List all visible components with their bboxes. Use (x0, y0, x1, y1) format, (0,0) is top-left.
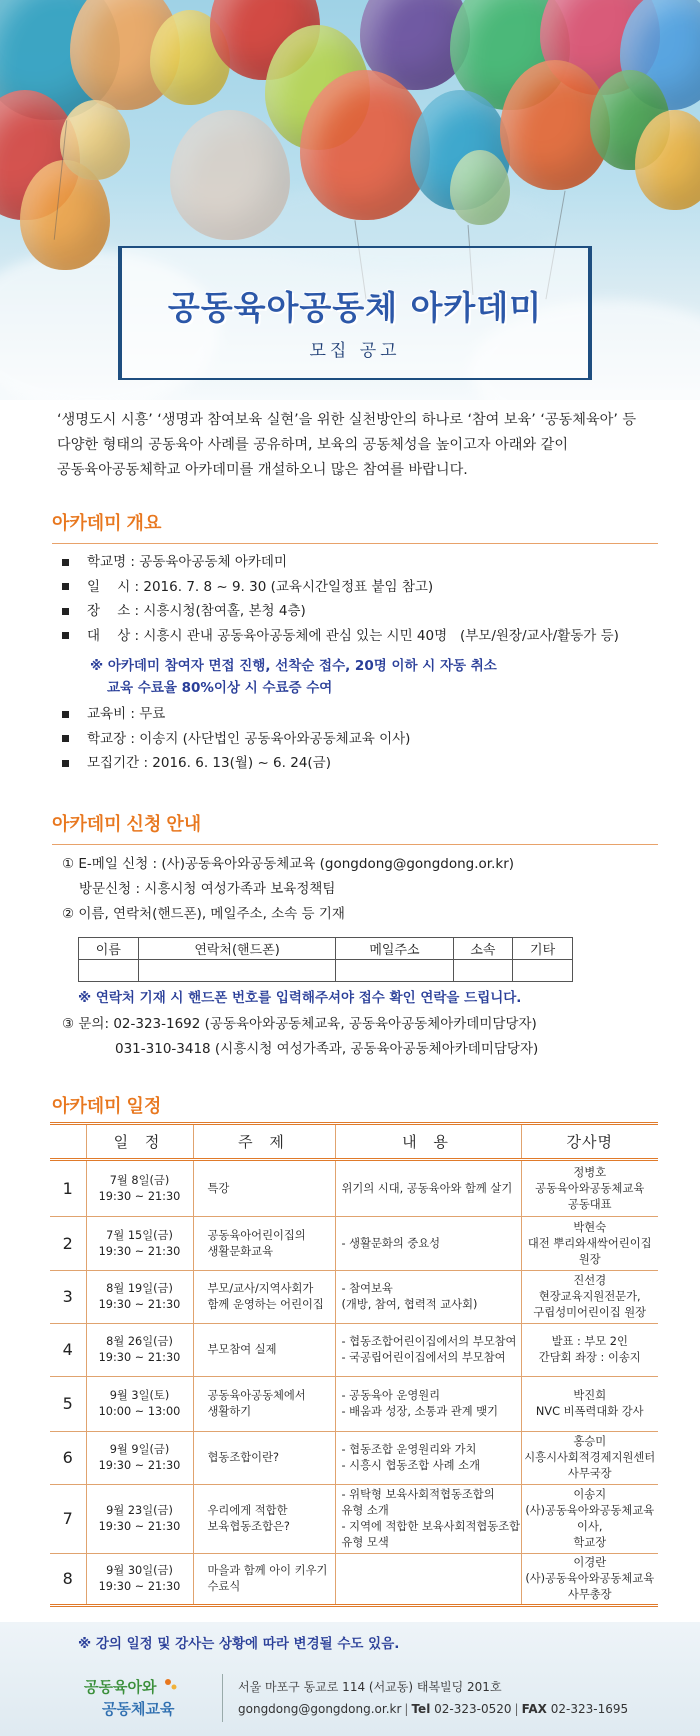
schedule-topic: 마을과 함께 아이 키우기 수료식 (193, 1554, 335, 1606)
schedule-number: 4 (50, 1324, 86, 1377)
apply-instructions (62, 852, 662, 927)
schedule-header-cell (50, 1124, 86, 1160)
apply-email-line: ① E-메일 신청 : (사)공동육아와공동체교육 (gongdong@gongdong.or.kr) (62, 856, 515, 872)
contact-line-2: 031-310-3418 (시흥시청 여성가족과, 공동육아공동체아카데미담당자) (115, 1041, 539, 1057)
schedule-date: 7월 8일(금) 19:30 ~ 21:30 (86, 1160, 193, 1217)
overview-list (62, 550, 672, 648)
schedule-content: - 참여보육 (개방, 참여, 협력적 교사회) (335, 1271, 521, 1324)
schedule-content: - 협동조합어린이집에서의 부모참여 - 국공립어린이집에서의 부모참여 (335, 1324, 521, 1377)
schedule-content (335, 1554, 521, 1606)
schedule-header-cell: 강사명 (521, 1124, 658, 1160)
list-item: 학교장 : 이송지 (사단법인 공동육아와공동체교육 이사) (62, 727, 672, 752)
form-header-cell: 소속 (453, 938, 513, 960)
bullet-icon (62, 735, 69, 742)
page-title: 공동육아공동체 아카데미 (167, 288, 543, 327)
schedule-header-cell: 주 제 (193, 1124, 335, 1160)
apply-note: ※ 연락처 기재 시 핸드폰 번호를 입력해주셔야 접수 확인 연락을 드립니다. (78, 990, 522, 1006)
list-item: 대 상 : 시흥시 관내 공동육아공동체에 관심 있는 시민 40명 (부모/원장/교사/활동가 등) (62, 624, 672, 649)
schedule-number: 7 (50, 1485, 86, 1554)
schedule-topic: 우리에게 적합한 보육협동조합은? (193, 1485, 335, 1554)
form-header-cell: 메일주소 (336, 938, 453, 960)
svg-text:공동육아와: 공동육아와 (84, 1678, 157, 1696)
organization-logo (80, 1672, 190, 1722)
contact-info (62, 1012, 662, 1062)
schedule-date: 9월 9일(금) 19:30 ~ 21:30 (86, 1432, 193, 1485)
intro-line: ‘생명도시 시흥’ ‘생명과 참여보육 실현’을 위한 실천방안의 하나로 ‘참여 보육’ ‘공동체육아’ 등 (57, 412, 637, 428)
list-item: 교육비 : 무료 (62, 702, 672, 727)
intro-line: 다양한 형태의 공동육아 사례를 공유하며, 보육의 공동체성을 높이고자 아래와 같이 (57, 437, 569, 453)
schedule-content: 위기의 시대, 공동육아와 함께 살기 (335, 1160, 521, 1217)
contact-line: gongdong@gongdong.or.kr | Tel 02-323-0520 | FAX 02-323-1695 (238, 1702, 629, 1716)
schedule-number: 6 (50, 1432, 86, 1485)
list-item: 장 소 : 시흥시청(참여홀, 본청 4층) (62, 599, 672, 624)
schedule-row (50, 1377, 658, 1432)
schedule-number: 8 (50, 1554, 86, 1606)
list-item: 모집기간 : 2016. 6. 13(월) ~ 6. 24(금) (62, 751, 672, 776)
schedule-footnote: ※ 강의 일정 및 강사는 상황에 따라 변경될 수도 있음. (78, 1636, 400, 1652)
bullet-icon (62, 711, 69, 718)
page-subtitle: 모집 공고 (309, 341, 401, 361)
form-header-cell: 기타 (513, 938, 573, 960)
contact-line-1: ③ 문의: 02-323-1692 (공동육아와공동체교육, 공동육아공동체아카데미담당자) (62, 1016, 537, 1032)
schedule-topic: 부모/교사/지역사회가 함께 운영하는 어린이집 (193, 1271, 335, 1324)
schedule-speaker: 이송지 (사)공동육아와공동체교육 이사, 학교장 (521, 1485, 658, 1554)
schedule-table (50, 1122, 658, 1607)
bullet-icon (62, 760, 69, 767)
bullet-icon (62, 608, 69, 615)
schedule-header-cell: 내 용 (335, 1124, 521, 1160)
bullet-icon (62, 559, 69, 566)
application-form-table (78, 937, 573, 982)
footer-tel: 02-323-0520 (434, 1702, 512, 1716)
apply-fields-line: ② 이름, 연락처(핸드폰), 메일주소, 소속 등 기재 (62, 906, 345, 922)
list-item: 학교명 : 공동육아공동체 아카데미 (62, 550, 672, 575)
schedule-number: 3 (50, 1271, 86, 1324)
schedule-speaker: 발표 : 부모 2인 간담회 좌장 : 이송지 (521, 1324, 658, 1377)
schedule-content: - 위탁형 보육사회적협동조합의 유형 소개 - 지역에 적합한 보육사회적협동조합 유형 모색 (335, 1485, 521, 1554)
schedule-date: 8월 26일(금) 19:30 ~ 21:30 (86, 1324, 193, 1377)
overview-note: ※ 아카데미 참여자 면접 진행, 선착순 접수, 20명 이하 시 자동 취소 교육 수료율 80%이상 시 수료증 수여 (90, 658, 497, 696)
form-cell (513, 960, 573, 982)
schedule-row (50, 1432, 658, 1485)
schedule-topic: 공동육아공동체에서 생활하기 (193, 1377, 335, 1432)
list-item: 일 시 : 2016. 7. 8 ~ 9. 30 (교육시간일정표 붙임 참고) (62, 575, 672, 600)
schedule-topic: 협동조합이란? (193, 1432, 335, 1485)
schedule-number: 1 (50, 1160, 86, 1217)
bullet-icon (62, 583, 69, 590)
bullet-icon (62, 632, 69, 639)
schedule-speaker: 진선경 현장교육지원전문가, 구립성미어린이집 원장 (521, 1271, 658, 1324)
schedule-speaker: 박진희 NVC 비폭력대화 강사 (521, 1377, 658, 1432)
schedule-number: 2 (50, 1217, 86, 1271)
schedule-row (50, 1271, 658, 1324)
schedule-date: 9월 3일(토) 10:00 ~ 13:00 (86, 1377, 193, 1432)
schedule-date: 8월 19일(금) 19:30 ~ 21:30 (86, 1271, 193, 1324)
footer-address (238, 1676, 628, 1720)
footer-fax: 02-323-1695 (550, 1702, 629, 1716)
schedule-date: 9월 23일(금) 19:30 ~ 21:30 (86, 1485, 193, 1554)
schedule-row (50, 1554, 658, 1606)
form-cell (79, 960, 139, 982)
schedule-header-cell: 일 정 (86, 1124, 193, 1160)
title-frame (118, 246, 592, 380)
schedule-topic: 공동육아어린이집의 생활문화교육 (193, 1217, 335, 1271)
form-header-cell: 이름 (79, 938, 139, 960)
address-line: 서울 마포구 동교로 114 (서교동) 태복빌딩 201호 (238, 1680, 502, 1694)
footer-email[interactable]: gongdong@gongdong.or.kr (238, 1702, 402, 1716)
apply-visit-line: 방문신청 : 시흥시청 여성가족과 보육정책팀 (79, 881, 336, 897)
schedule-row (50, 1324, 658, 1377)
form-cell (453, 960, 513, 982)
schedule-topic: 부모참여 실제 (193, 1324, 335, 1377)
schedule-topic: 특강 (193, 1160, 335, 1217)
schedule-row (50, 1485, 658, 1554)
schedule-content: - 생활문화의 중요성 (335, 1217, 521, 1271)
schedule-content: - 공동육아 운영원리 - 배움과 성장, 소통과 관계 맺기 (335, 1377, 521, 1432)
schedule-speaker: 홍승미 시흥시사회적경제지원센터 사무국장 (521, 1432, 658, 1485)
footer-divider (222, 1674, 223, 1722)
svg-text:공동체교육: 공동체교육 (102, 1700, 175, 1718)
schedule-date: 7월 15일(금) 19:30 ~ 21:30 (86, 1217, 193, 1271)
section-heading-apply: 아카데미 신청 안내 (52, 810, 658, 845)
form-cell (138, 960, 336, 982)
header-banner (0, 0, 700, 400)
schedule-row (50, 1217, 658, 1271)
intro-line: 공동육아공동체학교 아카데미를 개설하오니 많은 참여를 바랍니다. (57, 462, 468, 478)
section-heading-schedule: 아카데미 일정 (52, 1096, 162, 1116)
overview-list-2 (62, 702, 672, 776)
schedule-date: 9월 30일(금) 19:30 ~ 21:30 (86, 1554, 193, 1606)
form-cell (336, 960, 453, 982)
schedule-speaker: 박현숙 대전 뿌리와새싹어린이집 원장 (521, 1217, 658, 1271)
schedule-number: 5 (50, 1377, 86, 1432)
intro-paragraph (57, 408, 677, 483)
schedule-speaker: 정병호 공동육아와공동체교육 공동대표 (521, 1160, 658, 1217)
section-heading-overview: 아카데미 개요 (52, 509, 658, 544)
schedule-row (50, 1160, 658, 1217)
schedule-speaker: 이경란 (사)공동육아와공동체교육 사무총장 (521, 1554, 658, 1606)
schedule-content: - 협동조합 운영원리와 가치 - 시흥시 협동조합 사례 소개 (335, 1432, 521, 1485)
form-header-cell: 연락처(핸드폰) (138, 938, 336, 960)
